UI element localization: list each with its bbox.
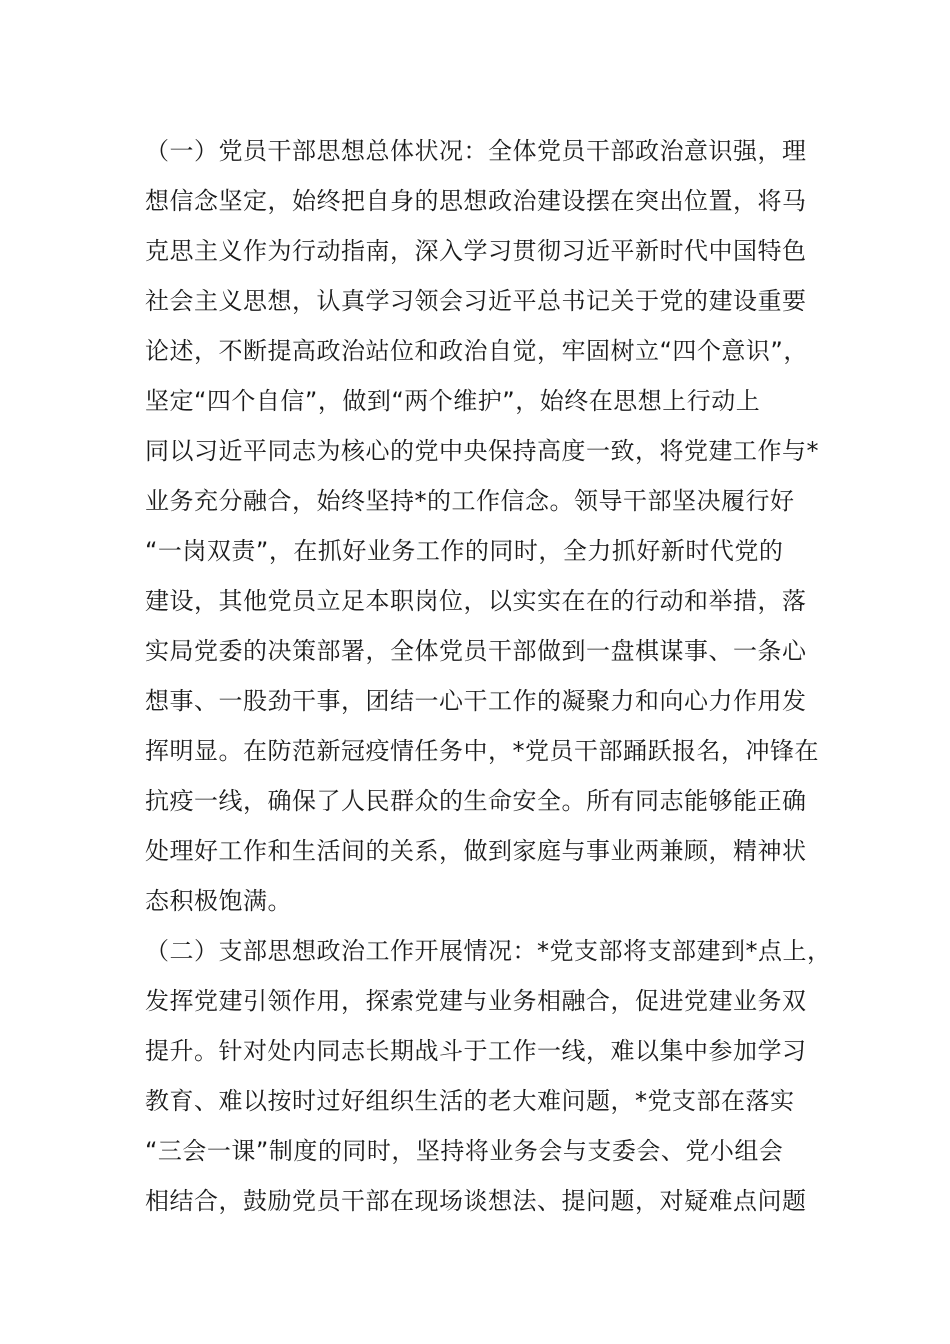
- text-line: （一）党员干部思想总体状况：全体党员干部政治意识强，理: [145, 137, 807, 165]
- text-line: 同以习近平同志为核心的党中央保持高度一致，将党建工作与*: [145, 437, 819, 465]
- text-line: 提升。针对处内同志长期战斗于工作一线，难以集中参加学习: [145, 1037, 807, 1065]
- text-line: 发挥党建引领作用，探索党建与业务相融合，促进党建业务双: [145, 987, 807, 1015]
- text-line: “一岗双责”，在抓好业务工作的同时，全力抓好新时代党的: [145, 537, 784, 565]
- text-line: 教育、难以按时过好组织生活的老大难问题，*党支部在落实: [145, 1087, 795, 1115]
- text-line: 挥明显。在防范新冠疫情任务中，*党员干部踊跃报名，冲锋在: [145, 737, 819, 765]
- document-body: [145, 126, 845, 1226]
- text-line: 相结合，鼓励党员干部在现场谈想法、提问题，对疑难点问题: [145, 1187, 807, 1215]
- text-line: 克思主义作为行动指南，深入学习贯彻习近平新时代中国特色: [145, 237, 807, 265]
- text-line: 想信念坚定，始终把自身的思想政治建设摆在突出位置，将马: [145, 187, 807, 215]
- text-line: 论述，不断提高政治站位和政治自觉，牢固树立“四个意识”，: [145, 337, 808, 365]
- text-line: （二）支部思想政治工作开展情况：*党支部将支部建到*点上，: [145, 937, 832, 965]
- text-line: 想事、一股劲干事，团结一心干工作的凝聚力和向心力作用发: [145, 687, 807, 715]
- text-line: 态积极饱满。: [145, 887, 292, 915]
- text-line: “三会一课”制度的同时，坚持将业务会与支委会、党小组会: [145, 1137, 784, 1165]
- text-line: 抗疫一线，确保了人民群众的生命安全。所有同志能够能正确: [145, 787, 807, 815]
- text-line: 坚定“四个自信”，做到“两个维护”，始终在思想上行动上: [145, 387, 761, 415]
- text-line: 处理好工作和生活间的关系，做到家庭与事业两兼顾，精神状: [145, 837, 807, 865]
- text-line: 业务充分融合，始终坚持*的工作信念。领导干部坚决履行好: [145, 487, 795, 515]
- text-line: 建设，其他党员立足本职岗位，以实实在在的行动和举措，落: [145, 587, 807, 615]
- text-line: 实局党委的决策部署，全体党员干部做到一盘棋谋事、一条心: [145, 637, 807, 665]
- text-line: 社会主义思想，认真学习领会习近平总书记关于党的建设重要: [145, 287, 807, 315]
